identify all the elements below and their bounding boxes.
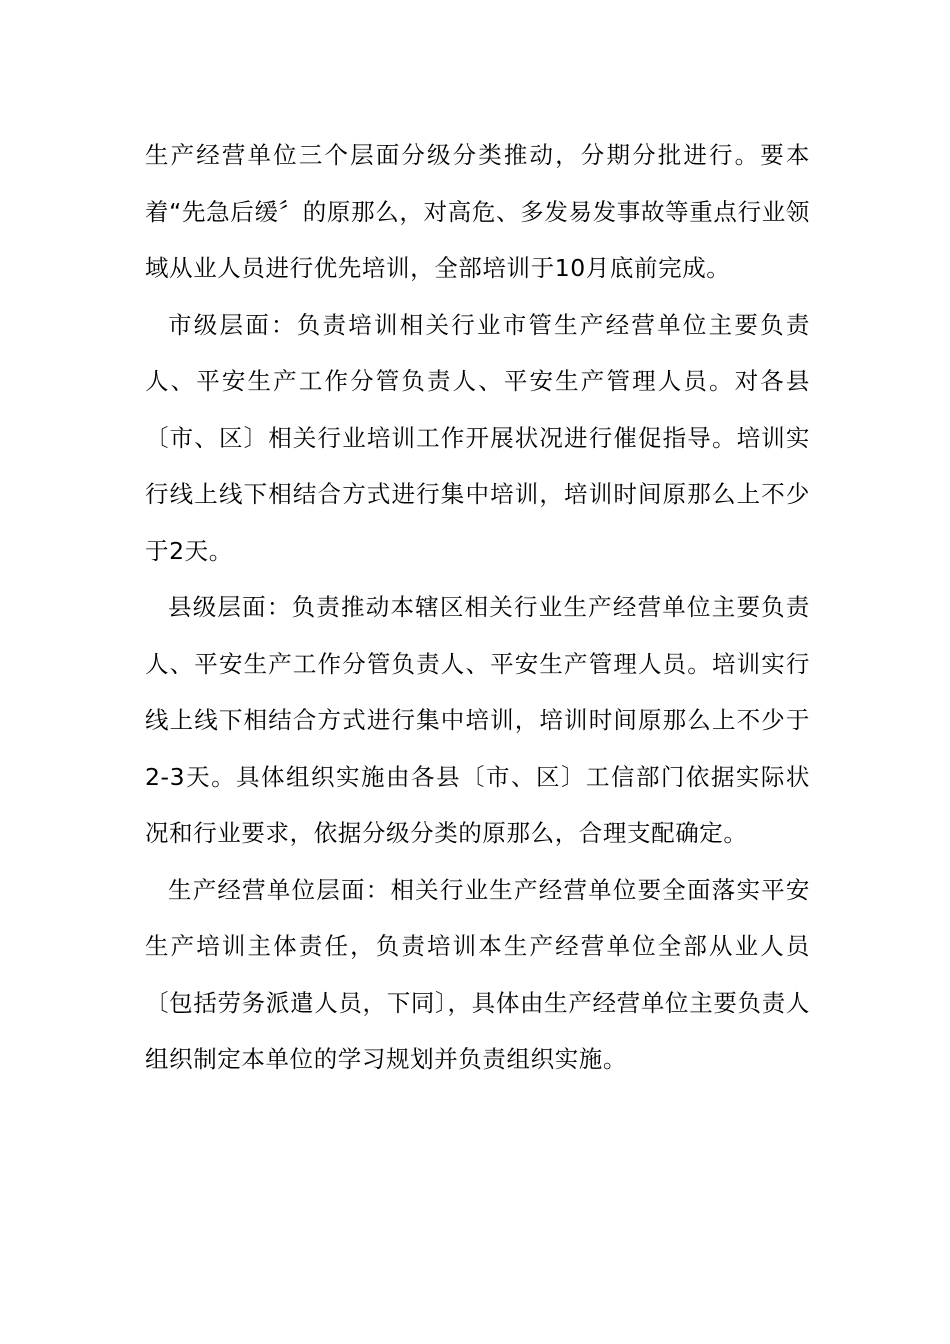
paragraph-unit-level: 生产经营单位层面：相关行业生产经营单位要全面落实平安生产培训主体责任，负责培训本生产经营单位全部从业人员〔包括劳务派遣人员，下同〕，具体由生产经营单位主要负责人组织制定本单位的学习规划并负责组织实施。 (145, 875, 810, 1073)
paragraph-city-level: 市级层面：负责培训相关行业市管生产经营单位主要负责人、平安生产工作分管负责人、平安生产管理人员。对各县〔市、区〕相关行业培训工作开展状况进行催促指导。培训实行线上线下相结合方式进行集中培训，培训时间原那么上不少于2天。 (145, 310, 810, 565)
paragraph-intro: 生产经营单位三个层面分级分类推动，分期分批进行。要本着“先急后缓〞的原那么，对高危、多发易发事故等重点行业领域从业人员进行优先培训，全部培训于10月底前完成。 (145, 141, 810, 282)
document-body (145, 127, 810, 1088)
paragraph-county-level: 县级层面：负责推动本辖区相关行业生产经营单位主要负责人、平安生产工作分管负责人、平安生产管理人员。培训实行线上线下相结合方式进行集中培训，培训时间原那么上不少于2-3天。具体组织实施由各县〔市、区〕工信部门依据实际状况和行业要求，依据分级分类的原那么，合理支配确定。 (145, 593, 810, 847)
